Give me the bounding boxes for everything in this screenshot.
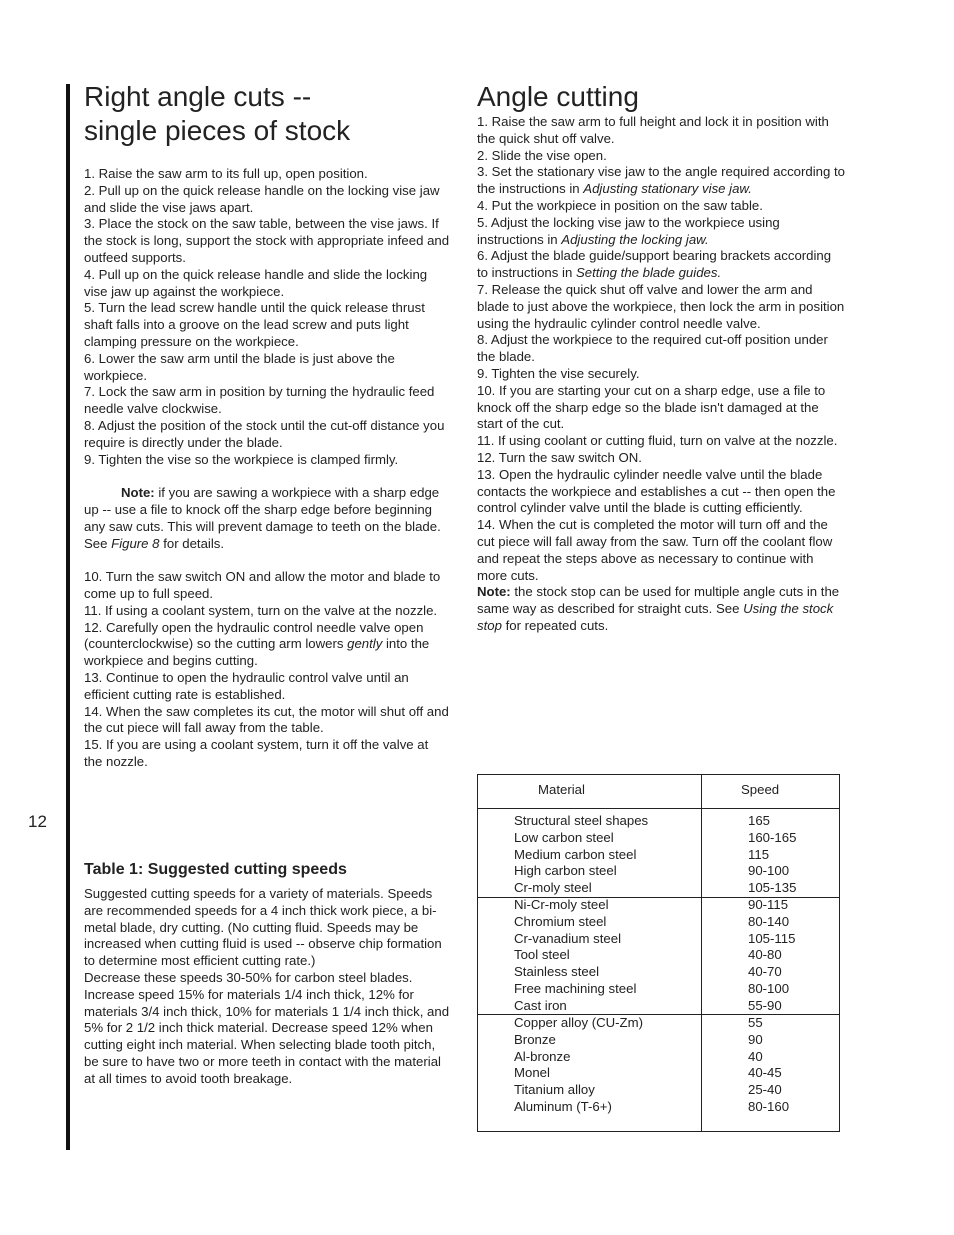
material-group-carbon-steels — [478, 813, 839, 897]
material-cell: Free machining steel — [514, 980, 637, 996]
note-label: Note: — [477, 584, 511, 600]
material-cell: Structural steel shapes — [514, 813, 649, 828]
table-row — [478, 1015, 839, 1032]
step-item: 6. Lower the saw arm until the blade is just above the workpiece. — [84, 350, 395, 383]
speed-cell: 40-45 — [748, 1065, 782, 1081]
step-item: 3. Set the stationary vise jaw to the angle required according to the instructions in Adjusting stationary vise jaw. — [477, 164, 846, 197]
table-row — [478, 880, 839, 897]
table-row — [478, 947, 839, 964]
material-group-alloy-steels — [478, 897, 839, 1015]
step-item: 2. Slide the vise open. — [477, 147, 607, 163]
page-number: 12 — [28, 812, 47, 831]
table-paragraph: Decrease these speeds 30-50% for carbon steel blades. Increase speed 15% for materials 1/4 inch thick, 12% for materials 3/4 inch thick, 10% for materials 1 1/4 inch thick, and 5% for 2 1/2 inch thick material. Decrease speed 12% when cutting eight inch material. When selecting blade tooth pitch, be sure to have two or more teeth in contact with the material at all times to avoid tooth breakage. — [84, 969, 450, 1086]
material-cell: Aluminum (T-6+) — [514, 1098, 612, 1114]
table-row — [478, 897, 839, 914]
material-cell: Cr-vanadium steel — [514, 930, 622, 946]
step-item: 4. Pull up on the quick release handle and slide the locking vise jaw up against the workpiece. — [84, 266, 428, 299]
step-item: 13. Continue to open the hydraulic control valve until an efficient cutting rate is established. — [84, 669, 409, 702]
material-cell: Bronze — [514, 1031, 556, 1047]
right-angle-steps — [84, 166, 450, 771]
table-header-divider — [478, 808, 839, 809]
step-item: 7. Lock the saw arm in position by turning the hydraulic feed needle valve clockwise. — [84, 384, 435, 417]
step-item: 6. Adjust the blade guide/support bearing brackets according to instructions in Setting the blade guides. — [477, 248, 832, 281]
speed-cell: 115 — [748, 846, 770, 862]
table-row — [478, 998, 839, 1015]
right-column — [477, 80, 845, 635]
speed-cell: 55-90 — [748, 997, 782, 1013]
material-cell: Low carbon steel — [514, 829, 614, 845]
step-item: 12. Carefully open the hydraulic control needle valve open (counterclockwise) so the cutting arm lowers gently into the workpiece and begins cutting. — [84, 619, 430, 669]
step-item: 7. Release the quick shut off valve and lower the arm and blade to just above the workpiece, then lock the arm in position using the hydraulic cylinder control needle valve. — [477, 281, 845, 331]
speed-cell: 25-40 — [748, 1082, 782, 1098]
material-cell: Cr-moly steel — [514, 880, 592, 896]
speed-cell: 90 — [748, 1031, 763, 1047]
speed-cell: 105-135 — [748, 880, 797, 896]
margin-bar — [66, 84, 70, 1150]
material-cell: High carbon steel — [514, 863, 617, 879]
step-item: 5. Turn the lead screw handle until the quick release thrust shaft falls into a groove on the lead screw and puts light clamping pressure on the workpiece. — [84, 300, 425, 349]
step-item: 9. Tighten the vise securely. — [477, 365, 640, 381]
material-cell: Titanium alloy — [514, 1082, 595, 1098]
figure-reference: Figure 8 — [111, 535, 160, 551]
table-row — [478, 847, 839, 864]
table-row — [478, 964, 839, 981]
speed-cell: 90-115 — [748, 897, 789, 912]
step-item: 5. Adjust the locking vise jaw to the workpiece using instructions in Adjusting the locking jaw. — [477, 214, 780, 247]
section-title-right-angle-cuts: Right angle cuts -- single pieces of stock — [84, 81, 351, 146]
table-row — [478, 914, 839, 931]
table-row — [478, 1032, 839, 1049]
note-label: Note: — [121, 485, 155, 501]
speed-cell: 105-115 — [748, 930, 796, 946]
step-item: 11. If using a coolant system, turn on the valve at the nozzle. — [84, 602, 438, 618]
step-item: 10. If you are starting your cut on a sharp edge, use a file to knock off the sharp edge so the blade isn't damaged at the start of the cut. — [477, 382, 826, 432]
table-paragraph: Suggested cutting speeds for a variety of materials. Speeds are recommended speeds for a 4 inch thick work piece, a bi-metal blade, dry cutting. (No cutting fluid. Speeds may be increased when cutting fluid is used -- observe chip formation to determine most efficient cutting rate.) — [84, 886, 442, 969]
material-group-nonferrous — [478, 1015, 839, 1116]
table-row — [478, 931, 839, 948]
step-item: 4. Put the workpiece in position on the saw table. — [477, 197, 763, 213]
section-title-angle-cutting: Angle cutting — [477, 81, 639, 112]
header-material: Material — [538, 782, 585, 797]
speed-cell: 40-80 — [748, 947, 782, 963]
step-item: 10. Turn the saw switch ON and allow the motor and blade to come up to full speed. — [84, 569, 441, 601]
step-item: 12. Turn the saw switch ON. — [477, 449, 642, 465]
cutting-speeds-description — [84, 860, 450, 1088]
table-row — [478, 1049, 839, 1066]
table-row — [478, 1099, 839, 1116]
step-item: 1. Raise the saw arm to full height and lock it in position with the quick shut off valve. — [477, 114, 829, 146]
table-row — [478, 1065, 839, 1082]
table-row — [478, 813, 839, 830]
table-row — [478, 830, 839, 847]
material-cell: Monel — [514, 1065, 550, 1081]
speed-cell: 55 — [748, 1015, 763, 1030]
speed-cell: 160-165 — [748, 829, 797, 845]
step-item: 8. Adjust the position of the stock until the cut-off distance you require is directly under the blade. — [84, 417, 445, 450]
speed-cell: 40 — [748, 1048, 763, 1064]
step-item: 11. If using coolant or cutting fluid, turn on valve at the nozzle. — [477, 433, 838, 449]
cutting-speed-table — [477, 774, 840, 1132]
step-item: 8. Adjust the workpiece to the required cut-off position under the blade. — [477, 332, 828, 365]
step-item: 9. Tighten the vise so the workpiece is clamped firmly. — [84, 451, 399, 467]
step-item: 15. If you are using a coolant system, turn it off the valve at the nozzle. — [84, 737, 429, 769]
step-item: 14. When the cut is completed the motor will turn off and the cut piece will fall away from the saw. Turn off the coolant flow and repeat the steps above as necessary to continue with more cuts. — [477, 517, 833, 583]
step-item: 3. Place the stock on the saw table, between the vise jaws. If the stock is long, support the stock with appropriate infeed and outfeed supports. — [84, 216, 450, 265]
table-row — [478, 981, 839, 998]
material-cell: Tool steel — [514, 947, 570, 963]
table-row — [478, 1082, 839, 1099]
material-cell: Medium carbon steel — [514, 846, 637, 862]
angle-cutting-steps — [477, 114, 845, 635]
speed-cell: 80-160 — [748, 1098, 790, 1114]
material-cell: Ni-Cr-moly steel — [514, 897, 609, 912]
step-item: 2. Pull up on the quick release handle on the locking vise jaw and slide the vise jaws apart. — [84, 182, 440, 215]
table-row — [478, 863, 839, 880]
speed-cell: 80-100 — [748, 980, 790, 996]
left-column — [84, 80, 450, 771]
sharp-edge-note: Note: if you are sawing a workpiece with a sharp edge up -- use a file to knock off the sharp edge before beginning any saw cuts. This will prevent damage to teeth on the blade. See Figure 8 for details. — [84, 485, 441, 551]
speed-cell: 40-70 — [748, 964, 782, 980]
speed-cell: 165 — [748, 813, 771, 828]
header-speed: Speed — [741, 782, 780, 797]
speed-cell: 80-140 — [748, 913, 790, 929]
material-cell: Cast iron — [514, 997, 567, 1013]
step-item: 14. When the saw completes its cut, the motor will shut off and the cut piece will fall away from the table. — [84, 703, 449, 736]
material-cell: Chromium steel — [514, 913, 607, 929]
material-cell: Al-bronze — [514, 1048, 571, 1064]
step-item: 1. Raise the saw arm to its full up, open position. — [84, 166, 368, 181]
speed-cell: 90-100 — [748, 863, 790, 879]
material-cell: Copper alloy (CU-Zm) — [514, 1015, 643, 1030]
material-cell: Stainless steel — [514, 964, 600, 980]
stock-stop-note: Note: the stock stop can be used for multiple angle cuts in the same way as described for straight cuts. See Using the stock stop for repeated cuts. — [477, 584, 840, 633]
step-item: 13. Open the hydraulic cylinder needle valve until the blade contacts the workpiece and establishes a cut -- then open the control cylinder valve until the blade is cutting efficiently. — [477, 466, 836, 516]
table-title: Table 1: Suggested cutting speeds — [84, 861, 347, 878]
